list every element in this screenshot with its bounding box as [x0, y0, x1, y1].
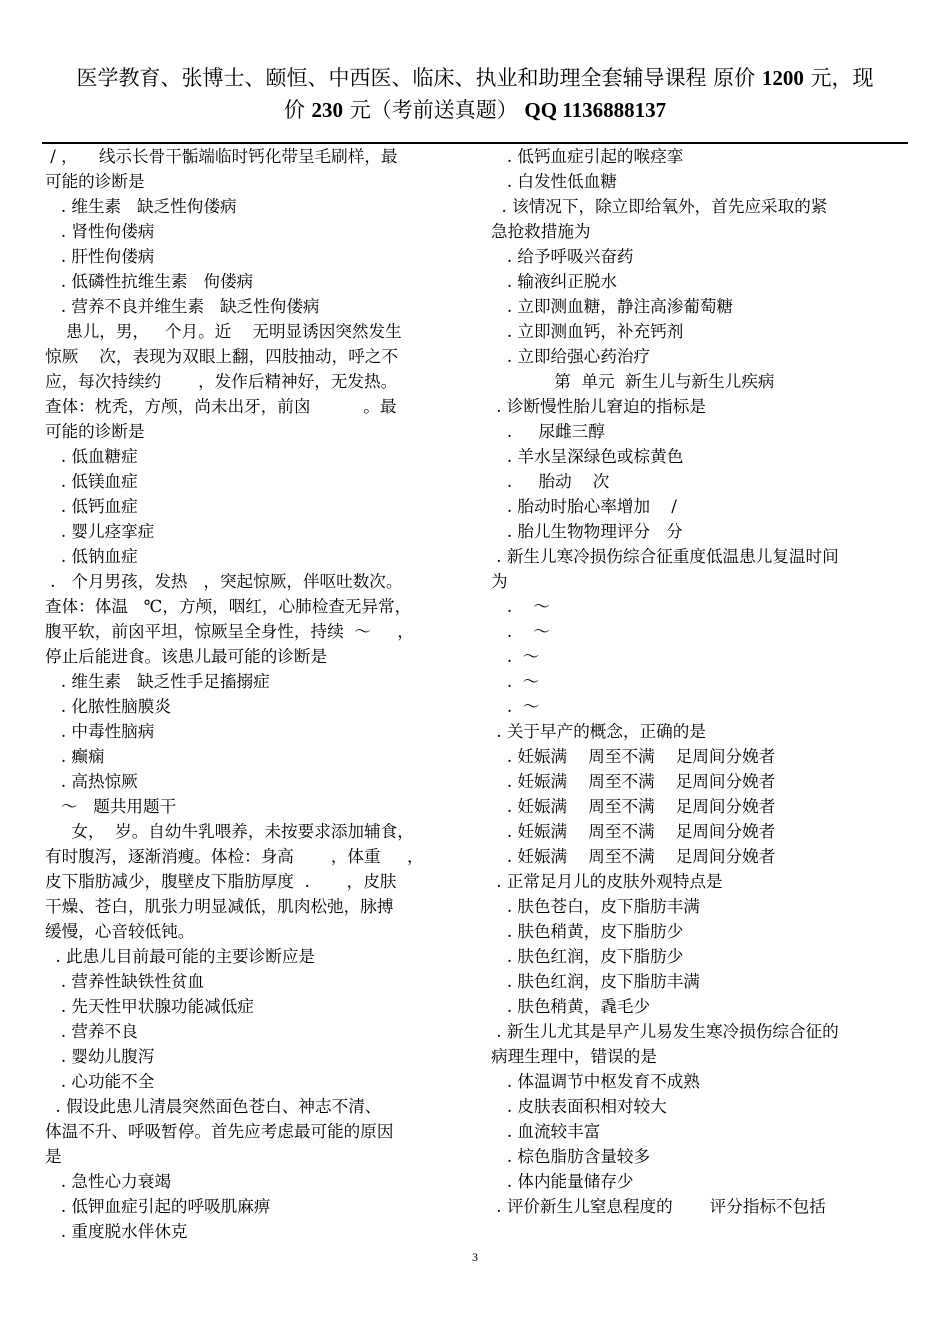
text-line: . 妊娠满 周至不满 足周间分娩者: [491, 772, 776, 791]
text-line: 皮下脂肪减少，腹壁皮下脂肪厚度 . ，皮肤: [45, 872, 397, 891]
text-line: . 营养不良并维生素 缺乏性佝偻病: [45, 297, 320, 316]
text-line: . 低钙血症引起的喉痉挛: [491, 147, 684, 166]
text-line: . 营养不良: [45, 1022, 138, 1041]
text-line: 第 单元 新生儿与新生儿疾病: [491, 372, 775, 391]
text-line: . 羊水呈深绿色或棕黄色: [491, 447, 684, 466]
text-line: . 新生儿尤其是早产儿易发生寒冷损伤综合征的: [491, 1022, 839, 1041]
text-line: . 血流较丰富: [491, 1122, 601, 1141]
text-line: 有时腹泻，逐渐消瘦。体检：身高 ，体重 ，: [45, 847, 424, 866]
text-line: 可能的诊断是: [45, 422, 145, 441]
text-line: 女， 岁。自幼牛乳喂养，未按要求添加辅食，: [45, 822, 414, 841]
header-text: 元，现: [810, 66, 874, 90]
text-line: . 肤色稍黄，皮下脂肪少: [491, 922, 684, 941]
text-line: 为: [491, 572, 508, 591]
text-line: . 妊娠满 周至不满 足周间分娩者: [491, 822, 776, 841]
header-text: 元（考前送真题）: [349, 98, 518, 122]
text-line: . 棕色脂肪含量较多: [491, 1147, 651, 1166]
text-line: . 评价新生儿窒息程度的 评分指标不包括: [491, 1197, 826, 1216]
text-line: . 关于早产的概念，正确的是: [491, 722, 706, 741]
text-line: 缓慢，心音较低钝。: [45, 922, 195, 941]
text-line: . 肤色红润，皮下脂肪少: [491, 947, 684, 966]
page-number: 3: [472, 1250, 478, 1264]
text-line: . 胎动时胎心率增加 /: [491, 497, 677, 516]
text-line: . 肾性佝偻病: [45, 222, 155, 241]
text-line: . 肤色红润，皮下脂肪丰满: [491, 972, 700, 991]
text-line: . ～: [491, 622, 550, 641]
text-line: . 体内能量储存少: [491, 1172, 634, 1191]
text-line: . ～: [491, 597, 550, 616]
text-line: . 妊娠满 周至不满 足周间分娩者: [491, 847, 776, 866]
text-line: . ～: [491, 697, 540, 716]
text-line: 查体：枕秃，方颅，尚未出牙，前囟 。最: [45, 397, 397, 416]
text-line: 是: [45, 1147, 62, 1166]
text-line: ～ 题共用题干: [45, 797, 177, 816]
text-line: . 营养性缺铁性贫血: [45, 972, 205, 991]
text-line: . 肝性佝偻病: [45, 247, 155, 266]
text-line: . 胎儿生物物理评分 分: [491, 522, 683, 541]
text-line: . 中毒性脑病: [45, 722, 155, 741]
text-line: . 妊娠满 周至不满 足周间分娩者: [491, 747, 776, 766]
text-line: . 维生素 缺乏性手足搐搦症: [45, 672, 270, 691]
text-line: 惊厥 次，表现为双眼上翻，四肢抽动，呼之不: [45, 347, 398, 366]
text-line: . 此患儿目前最可能的主要诊断应是: [45, 947, 316, 966]
text-line: . 皮肤表面积相对较大: [491, 1097, 667, 1116]
text-line: . 输液纠正脱水: [491, 272, 617, 291]
text-line: / ， 线示长骨干骺端临时钙化带呈毛刷样，最: [45, 147, 398, 166]
text-line: 应，每次持续约 ，发作后精神好，无发热。: [45, 372, 398, 391]
text-line: . ～: [491, 672, 540, 691]
text-line: . 癫痫: [45, 747, 105, 766]
text-line: . 胎动 次: [491, 472, 610, 491]
left-column: [45, 144, 463, 1244]
header-text: 医学教育、张博士、颐恒、中西医、临床、执业和助理全套辅导课程 原价: [76, 66, 756, 90]
text-line: . 白发性低血糖: [491, 172, 617, 191]
text-line: . 高热惊厥: [45, 772, 138, 791]
text-line: . 尿雌三醇: [491, 422, 605, 441]
text-line: . 低钙血症: [45, 497, 138, 516]
text-line: . 低磷性抗维生素 佝偻病: [45, 272, 254, 291]
header-line-1: [40, 62, 910, 94]
current-price: 230: [311, 98, 344, 122]
text-line: 腹平软，前囟平坦，惊厥呈全身性，持续 ～ ，: [45, 622, 414, 641]
text-line: . 重度脱水伴休克: [45, 1222, 188, 1241]
text-line: . 给予呼吸兴奋药: [491, 247, 634, 266]
text-line: . ～: [491, 647, 540, 666]
text-line: . 低镁血症: [45, 472, 138, 491]
text-line: . 正常足月儿的皮肤外观特点是: [491, 872, 723, 891]
text-line: 停止后能进食。该患儿最可能的诊断是: [45, 647, 328, 666]
header-text: 价: [283, 98, 305, 122]
text-line: . 假设此患儿清晨突然面色苍白、神志不清、: [45, 1097, 382, 1116]
text-line: . 低钾血症引起的呼吸肌麻痹: [45, 1197, 271, 1216]
text-line: . 个月男孩，发热 ，突起惊厥，伴呕吐数次。: [45, 572, 403, 591]
text-line: 可能的诊断是: [45, 172, 145, 191]
text-line: 患儿，男， 个月。近 无明显诱因突然发生: [45, 322, 402, 341]
right-column: [491, 144, 909, 1219]
text-line: . 心功能不全: [45, 1072, 155, 1091]
text-line: . 婴儿痉挛症: [45, 522, 155, 541]
text-line: . 体温调节中枢发育不成熟: [491, 1072, 700, 1091]
text-line: . 肤色稍黄，毳毛少: [491, 997, 651, 1016]
text-line: . 先天性甲状腺功能减低症: [45, 997, 254, 1016]
text-line: . 急性心力衰竭: [45, 1172, 171, 1191]
text-line: 体温不升、呼吸暂停。首先应考虑最可能的原因: [45, 1122, 394, 1141]
text-line: 查体：体温 ℃，方颅，咽红，心肺检查无异常，: [45, 597, 412, 616]
text-line: . 该情况下，除立即给氧外，首先应采取的紧: [491, 197, 828, 216]
text-line: 急抢救措施为: [491, 222, 591, 241]
text-line: . 诊断慢性胎儿窘迫的指标是: [491, 397, 706, 416]
text-line: . 低钠血症: [45, 547, 138, 566]
text-line: . 立即测血糖，静注高渗葡萄糖: [491, 297, 734, 316]
header-line-2: [40, 94, 910, 126]
text-line: . 新生儿寒冷损伤综合征重度低温患儿复温时间: [491, 547, 839, 566]
page-header: [40, 62, 910, 126]
text-line: 病理生理中，错误的是: [491, 1047, 657, 1066]
text-line: . 低血糖症: [45, 447, 138, 466]
text-line: . 婴幼儿腹泻: [45, 1047, 155, 1066]
text-line: . 立即给强心药治疗: [491, 347, 651, 366]
text-line: . 维生素 缺乏性佝偻病: [45, 197, 237, 216]
text-line: 干燥、苍白，肌张力明显减低，肌肉松弛，脉搏: [45, 897, 394, 916]
text-line: . 立即测血钙，补充钙剂: [491, 322, 684, 341]
original-price: 1200: [761, 66, 804, 90]
text-line: . 妊娠满 周至不满 足周间分娩者: [491, 797, 776, 816]
contact-qq: QQ 1136888137: [524, 98, 667, 122]
text-line: . 化脓性脑膜炎: [45, 697, 171, 716]
text-line: . 肤色苍白，皮下脂肪丰满: [491, 897, 700, 916]
